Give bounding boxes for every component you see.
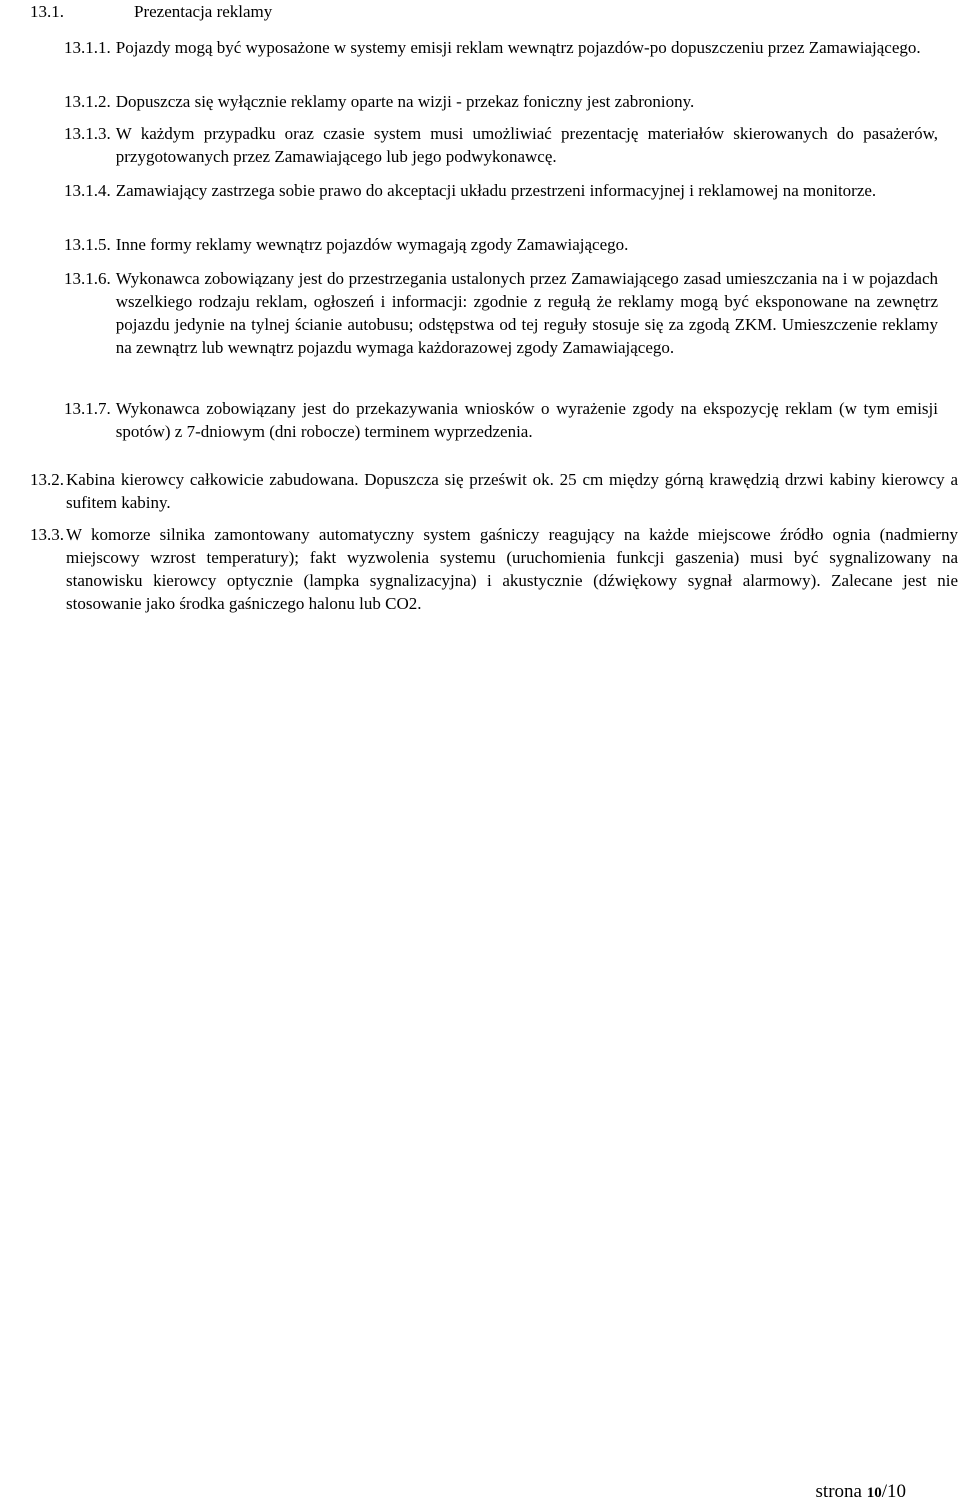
subsection-text: Dopuszcza się wyłącznie reklamy oparte na wizji - przekaz foniczny jest zabroniony. (115, 92, 695, 111)
section-heading (30, 0, 930, 23)
subsection-number: 13.1.1. (64, 38, 111, 57)
subsection-number: 13.1.2. (64, 92, 111, 111)
current-page: 10 (866, 1485, 882, 1501)
subsection-number: 13.1.3. (64, 124, 111, 143)
total-pages: 10 (887, 1481, 906, 1502)
subsection-text: Pojazdy mogą być wyposażone w systemy emisji reklam wewnątrz pojazdów-po dopuszczeniu przez Zamawiającego. (115, 38, 921, 57)
subsection-number: 13.1.4. (64, 181, 111, 200)
subsection-text: Wykonawca zobowiązany jest do przekazywania wniosków o wyrażenie zgody na ekspozycję reklam (w tym emisji spotów) z 7-dniowym (dni robocze) terminem wyprzedzenia. (115, 399, 938, 441)
page-label: strona (815, 1481, 862, 1502)
section-item-text: Kabina kierowcy całkowicie zabudowana. Dopuszcza się prześwit ok. 25 cm między górną krawędzią drzwi kabiny kierowcy a sufitem kabiny. (66, 470, 958, 512)
subsection-item (64, 122, 938, 168)
section-item (30, 468, 958, 514)
subsection-text: W każdym przypadku oraz czasie system musi umożliwiać prezentację materiałów skierowanych do pasażerów, przygotowanych przez Zamawiającego lub jego podwykonawcę. (115, 124, 938, 166)
section-item (30, 523, 958, 615)
subsection-item (64, 233, 938, 256)
subsection-text: Zamawiający zastrzega sobie prawo do akceptacji układu przestrzeni informacyjnej i reklamowej na monitorze. (115, 181, 877, 200)
subsection-item (64, 36, 938, 59)
page-number-footer (816, 1480, 906, 1505)
subsection-item (64, 267, 938, 359)
subsection-item (64, 90, 938, 113)
section-item-text: W komorze silnika zamontowany automatyczny system gaśniczy reagujący na każde miejscowe źródło ognia (nadmierny miejscowy wzrost temperatury); fakt wyzwolenia systemu (uruchomienia funkcji gaszenia) musi być sygnalizowany na stanowisku kierowcy optycznie (lampka sygnalizacyjna) i akustycznie (dźwiękowy sygnał alarmowy). Zalecane jest nie stosowanie jako środka gaśniczego halonu lub CO2. (66, 525, 958, 613)
page-separator: / (881, 1481, 887, 1502)
section-item-number: 13.2. (30, 470, 64, 489)
section-item-number: 13.3. (30, 525, 64, 544)
subsection-text: Inne formy reklamy wewnątrz pojazdów wymagają zgody Zamawiającego. (115, 235, 629, 254)
subsection-number: 13.1.5. (64, 235, 111, 254)
section-number: 13.1. (30, 2, 64, 21)
subsection-number: 13.1.7. (64, 399, 111, 418)
subsection-text: Wykonawca zobowiązany jest do przestrzegania ustalonych przez Zamawiającego zasad umieszczania na i w pojazdach wszelkiego rodzaju reklam, ogłoszeń i informacji: zgodnie z regułą że reklamy mogą być eksponowane na zewnętrz pojazdu jedynie na tylnej ścianie autobusu; odstępstwa od tej reguły stosuje się za zgodą ZKM. Umieszczenie reklamy na zewnątrz lub wewnątrz pojazdu wymaga każdorazowej zgody Zamawiającego. (115, 269, 938, 357)
subsection-item (64, 397, 938, 443)
section-title: Prezentacja reklamy (134, 2, 273, 21)
subsection-item (64, 179, 938, 202)
subsection-number: 13.1.6. (64, 269, 111, 288)
